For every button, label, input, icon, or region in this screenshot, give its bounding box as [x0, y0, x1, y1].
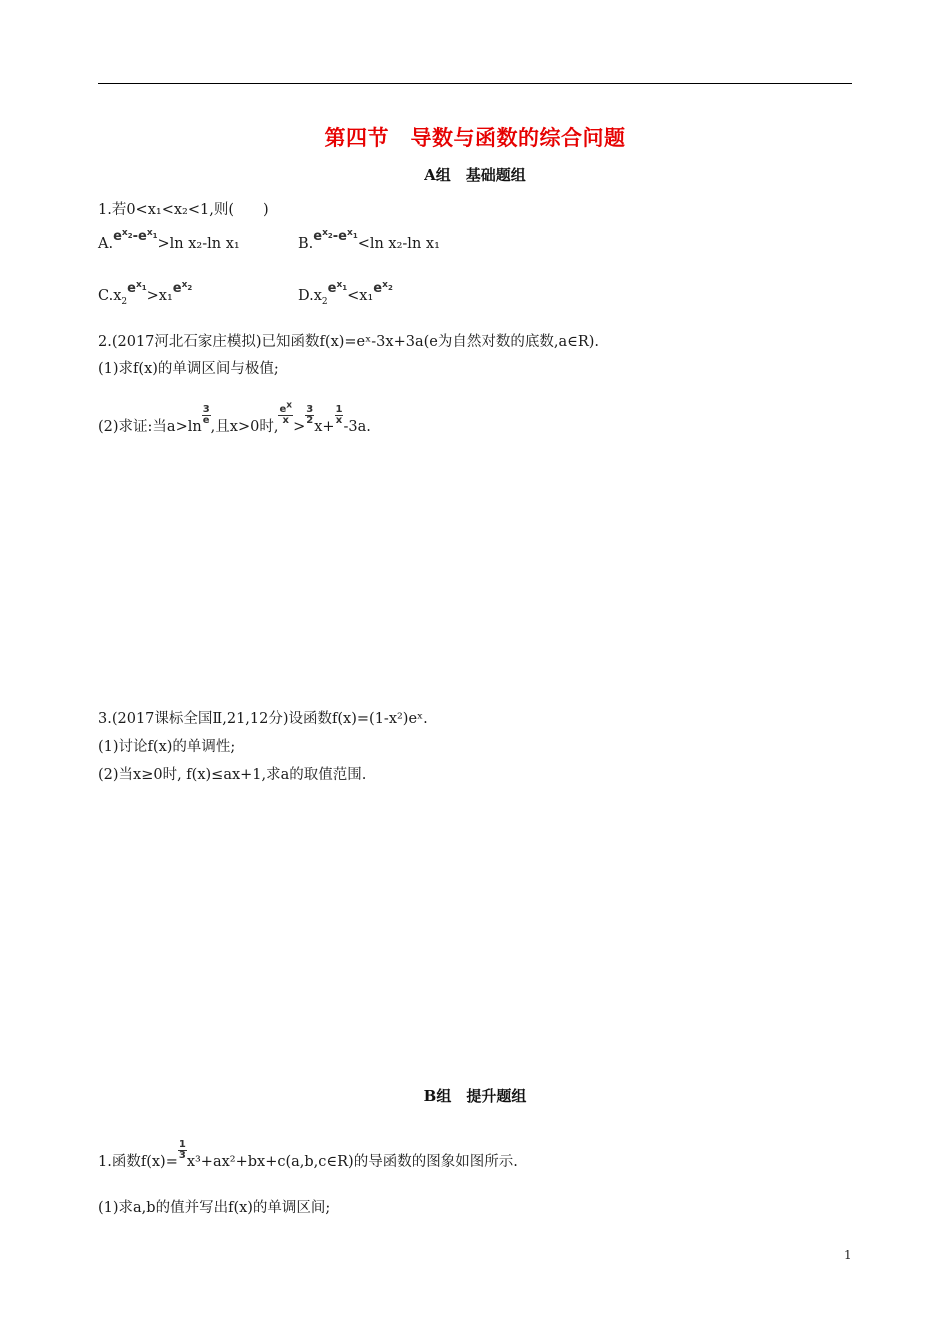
page-number: 1 — [844, 1248, 852, 1262]
q1-stem: 1.若0<x₁<x₂<1,则( ) — [98, 202, 269, 218]
fraction-1-over-3-image: $\frac{1}{3}$ — [178, 1138, 186, 1161]
q1-c-label: C. — [98, 288, 114, 304]
section-title: 第四节 导数与函数的综合问题 — [324, 125, 626, 150]
fraction-ex-over-x-image: $\frac{e^x}{x}$ — [279, 400, 293, 426]
q1-d-cmp: <x₁ — [347, 288, 374, 304]
q3-stem: 3.(2017课标全国Ⅱ,21,12分)设函数f(x)=(1-x²)eˣ. — [98, 711, 428, 727]
q1-c-cmp: >x₁ — [146, 288, 173, 304]
q1-c-expr2-image: $e^{x_2}$ — [172, 279, 193, 296]
header-rule — [98, 83, 852, 84]
q1-d-expr2-image: $e^{x_2}$ — [373, 279, 393, 296]
b1-part1: (1)求a,b的值并写出f(x)的单调区间; — [98, 1200, 331, 1216]
group-a-heading: A组 基础题组 — [424, 166, 526, 184]
q2-part2-end: -3a. — [343, 419, 371, 435]
q1-b-label: B. — [298, 236, 314, 252]
q1-a-expr-image: $e^{x_2}-e^{x_1}$ — [113, 227, 158, 244]
q3-part2: (2)当x≥0时, f(x)≤ax+1,求a的取值范围. — [98, 767, 367, 783]
fraction-3-over-2-image: $\frac{3}{2}$ — [306, 403, 314, 426]
group-b-heading: B组 提升题组 — [423, 1087, 527, 1105]
q2-part1: (1)求f(x)的单调区间与极值; — [98, 361, 279, 377]
q1-b-cmp: <ln x₂-ln x₁ — [357, 236, 440, 252]
q2-part2-x: x+ — [314, 419, 335, 435]
fraction-1-over-x-image: $\frac{1}{x}$ — [335, 403, 343, 426]
b1-stem-prefix: 1.函数f(x)= — [98, 1154, 178, 1170]
q1-a-cmp: >ln x₂-ln x₁ — [157, 236, 240, 252]
q2-part2-mid: ,且x>0时, — [210, 419, 279, 435]
q3-part1: (1)讨论f(x)的单调性; — [98, 739, 236, 755]
q1-a-label: A. — [98, 236, 114, 252]
q2-part2-prefix: (2)求证:当a>ln — [98, 419, 202, 435]
q2-part2-gt: > — [293, 419, 306, 435]
q1-option-c: $C.x_2e^{x_1}>x_1e^{x_2}$ — [98, 279, 193, 307]
b1-stem — [98, 1138, 518, 1173]
q1-c-expr1-image: $e^{x_1}$ — [127, 279, 147, 296]
q2-part2 — [98, 400, 371, 438]
b1-stem-rest: x³+ax²+bx+c(a,b,c∈R)的导函数的图象如图所示. — [186, 1154, 518, 1170]
q1-b-expr-image: $e^{x_2}-e^{x_1}$ — [313, 227, 358, 244]
q1-option-b — [298, 227, 440, 252]
q2-stem: 2.(2017河北石家庄模拟)已知函数f(x)=eˣ-3x+3a(e为自然对数的底数,a∈R). — [98, 334, 600, 350]
q1-option-a — [98, 227, 240, 252]
q1-d-expr1-image: $e^{x_1}$ — [327, 279, 348, 296]
q1-d-label: D. — [298, 288, 314, 304]
fraction-3-over-e-image: $\frac{3}{e}$ — [202, 403, 210, 426]
q1-option-d: $D.x_2e^{x_1}<x_1e^{x_2}$ — [298, 279, 393, 307]
